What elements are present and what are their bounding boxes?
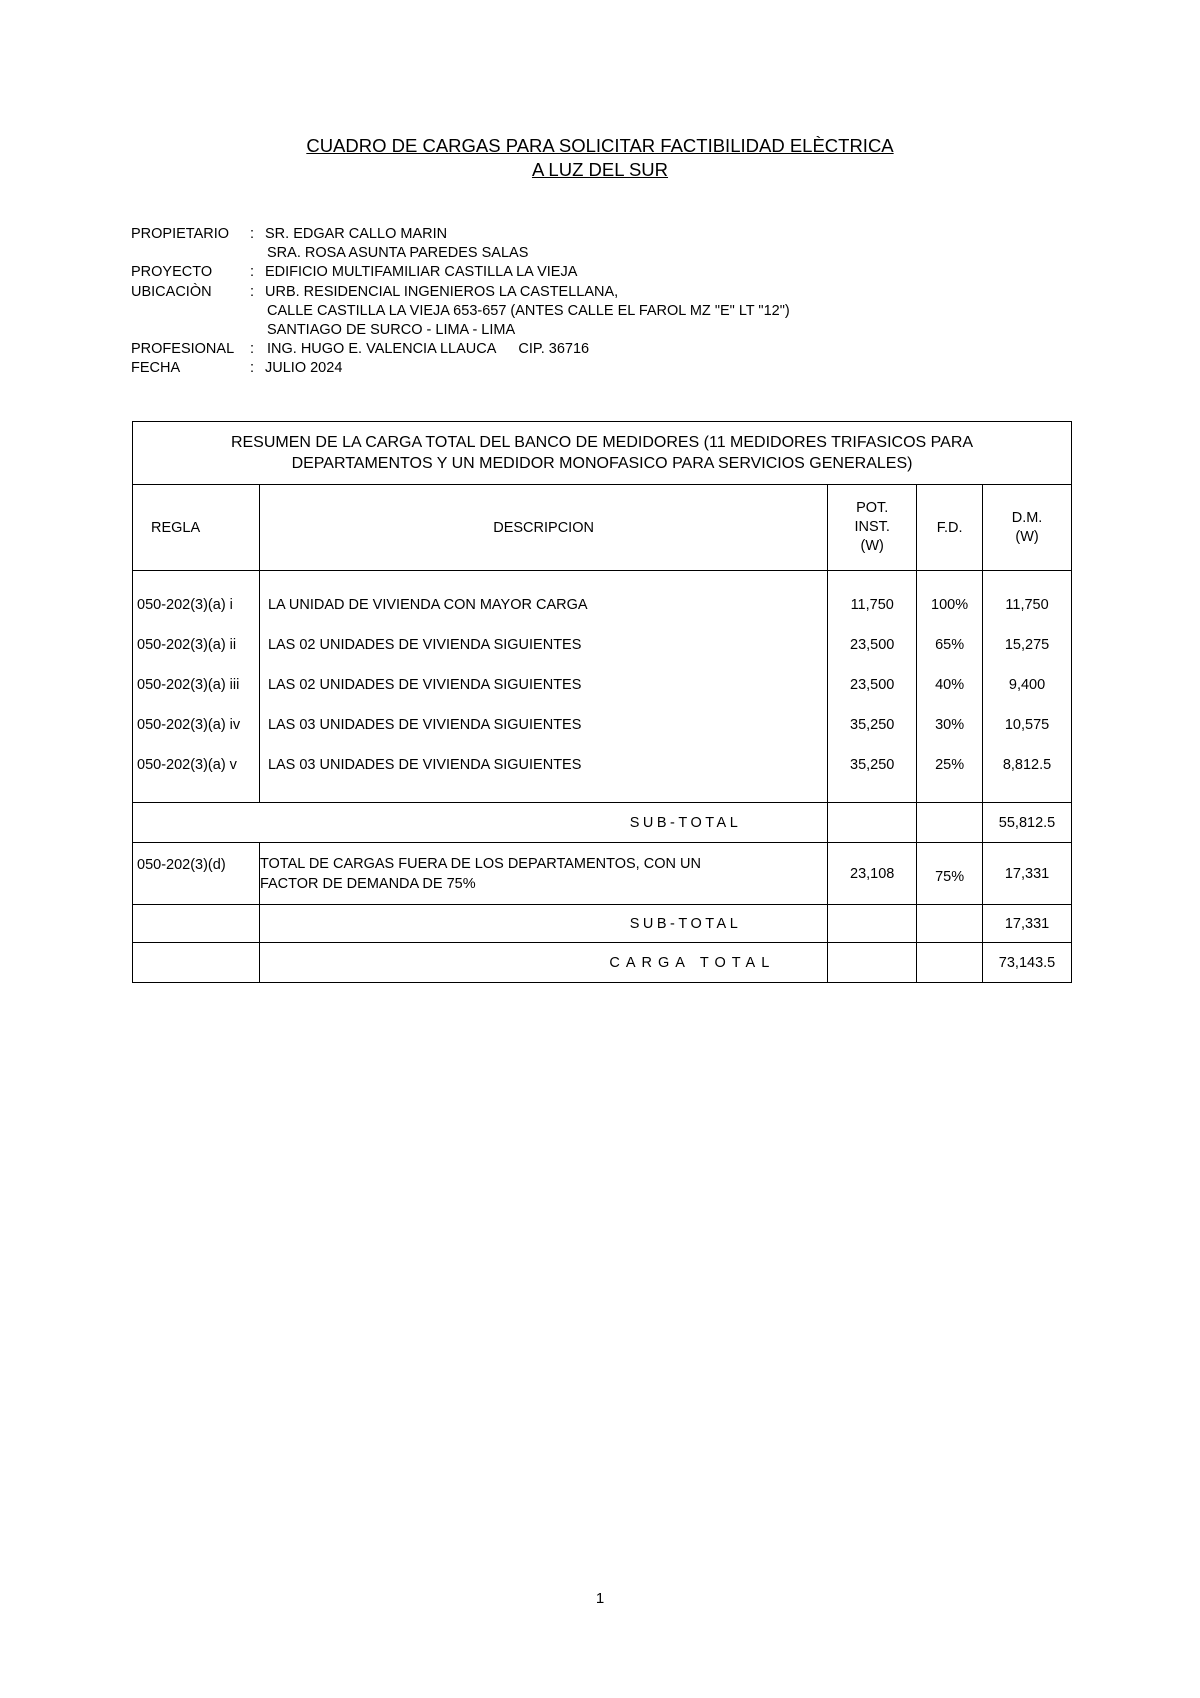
info-colon: : xyxy=(250,264,255,281)
column-header-pot xyxy=(828,485,917,571)
info-colon: : xyxy=(250,226,255,242)
regla-cell xyxy=(133,571,260,803)
ubicacion-value-2: CALLE CASTILLA LA VIEJA 653-657 (ANTES CALLE EL FAROL MZ "E" LT "12") xyxy=(267,302,790,319)
subtotal-label: SUB-TOTAL xyxy=(259,905,827,943)
pot-value: 23,500 xyxy=(850,637,895,653)
propietario-value-2: SRA. ROSA ASUNTA PAREDES SALAS xyxy=(267,245,529,262)
fecha-value: JULIO 2024 xyxy=(265,360,343,377)
total-label: CARGA TOTAL xyxy=(259,943,827,983)
subtotal-value-1: 55,812.5 xyxy=(983,803,1072,843)
column-header-dm xyxy=(983,485,1072,571)
propietario-label: PROPIETARIO xyxy=(131,226,230,242)
cip-number: CIP. 36716 xyxy=(518,341,590,358)
descripcion-line-1: TOTAL DE CARGAS FUERA DE LOS DEPARTAMENTOS, CON UN xyxy=(259,855,701,872)
pot-header-line-3: (W) xyxy=(860,538,884,554)
subtotal-label: SUB-TOTAL xyxy=(133,803,828,843)
fecha-label: FECHA xyxy=(131,360,181,377)
subtotal-value-2: 17,331 xyxy=(983,905,1072,943)
subtotal-row-1 xyxy=(133,803,1072,843)
dm-value: 9,400 xyxy=(1008,677,1046,693)
table-heading xyxy=(133,422,1072,485)
table-heading-row xyxy=(133,422,1072,485)
info-colon: : xyxy=(250,283,255,300)
document-subtitle: A LUZ DEL SUR xyxy=(531,159,669,180)
ubicacion-label: UBICACIÒN xyxy=(131,283,212,300)
fd-cell xyxy=(917,571,983,803)
document-title: CUADRO DE CARGAS PARA SOLICITAR FACTIBILIDAD ELÈCTRICA xyxy=(306,135,894,156)
fd-value: 100% xyxy=(931,597,969,613)
fd-value: 30% xyxy=(935,717,965,733)
total-row xyxy=(133,943,1072,983)
descripcion-value xyxy=(259,843,827,905)
proyecto-label: PROYECTO xyxy=(131,264,213,281)
dm-cell xyxy=(983,571,1072,803)
dm-value: 17,331 xyxy=(983,843,1072,905)
pot-value: 23,500 xyxy=(850,677,895,693)
fd-value: 25% xyxy=(935,757,965,773)
pot-value: 35,250 xyxy=(850,757,895,773)
dm-value: 15,275 xyxy=(1004,637,1050,653)
column-header-descripcion: DESCRIPCION xyxy=(259,485,827,571)
empty-cell xyxy=(917,943,983,983)
dm-header-line-2: (W) xyxy=(1015,528,1039,545)
page-number: 1 xyxy=(595,1590,605,1607)
dm-value: 10,575 xyxy=(1004,717,1050,733)
dwelling-rows xyxy=(133,571,1072,803)
table-heading-line-2: DEPARTAMENTOS Y UN MEDIDOR MONOFASICO PARA SERVICIOS GENERALES) xyxy=(291,455,913,472)
common-loads-row xyxy=(133,843,1072,905)
descripcion-value: LAS 02 UNIDADES DE VIVIENDA SIGUIENTES xyxy=(267,677,582,693)
dm-value: 8,812.5 xyxy=(1002,757,1052,773)
dm-value: 11,750 xyxy=(1005,597,1049,613)
pot-value: 11,750 xyxy=(850,597,894,613)
proyecto-value: EDIFICIO MULTIFAMILIAR CASTILLA LA VIEJA xyxy=(265,264,578,281)
empty-cell xyxy=(828,905,917,943)
column-header-fd: F.D. xyxy=(917,485,983,571)
table-heading-line-1: RESUMEN DE LA CARGA TOTAL DEL BANCO DE MEDIDORES (11 MEDIDORES TRIFASICOS PARA xyxy=(230,434,974,451)
subtotal-row-2 xyxy=(133,905,1072,943)
ubicacion-value: URB. RESIDENCIAL INGENIEROS LA CASTELLANA, xyxy=(265,283,619,300)
regla-value: 050-202(3)(d) xyxy=(133,843,260,905)
load-summary-table xyxy=(132,421,1072,983)
empty-cell xyxy=(917,803,983,843)
profesional-label: PROFESIONAL xyxy=(131,341,235,358)
column-header-row xyxy=(133,485,1072,571)
descripcion-value: LAS 03 UNIDADES DE VIVIENDA SIGUIENTES xyxy=(267,717,582,733)
info-colon: : xyxy=(250,360,255,377)
regla-value: 050-202(3)(a) ii xyxy=(137,637,237,653)
regla-value: 050-202(3)(a) v xyxy=(137,757,237,773)
regla-value: 050-202(3)(a) iii xyxy=(137,677,240,693)
info-colon: : xyxy=(250,341,255,358)
empty-cell xyxy=(828,803,917,843)
empty-cell xyxy=(917,905,983,943)
regla-value: 050-202(3)(a) i xyxy=(137,597,233,613)
total-value: 73,143.5 xyxy=(983,943,1072,983)
descripcion-value: LA UNIDAD DE VIVIENDA CON MAYOR CARGA xyxy=(267,597,588,613)
pot-value: 23,108 xyxy=(828,843,917,905)
empty-cell xyxy=(133,943,260,983)
fd-value: 65% xyxy=(935,637,965,653)
pot-value: 35,250 xyxy=(850,717,895,733)
empty-cell xyxy=(828,943,917,983)
propietario-value: SR. EDGAR CALLO MARIN xyxy=(265,226,448,242)
empty-cell xyxy=(133,905,260,943)
descripcion-value: LAS 03 UNIDADES DE VIVIENDA SIGUIENTES xyxy=(267,757,582,773)
dm-header-line-1: D.M. xyxy=(1011,509,1043,526)
descripcion-cell xyxy=(259,571,827,803)
pot-header-line-1: POT. xyxy=(856,500,889,516)
profesional-value xyxy=(267,340,589,359)
descripcion-value: LAS 02 UNIDADES DE VIVIENDA SIGUIENTES xyxy=(267,637,582,653)
fd-value: 75% xyxy=(917,843,983,905)
pot-header-line-2: INST. xyxy=(854,519,890,535)
ubicacion-value-3: SANTIAGO DE SURCO - LIMA - LIMA xyxy=(267,321,516,338)
profesional-name: ING. HUGO E. VALENCIA LLAUCA xyxy=(267,341,497,358)
regla-value: 050-202(3)(a) iv xyxy=(137,717,241,733)
column-header-regla: REGLA xyxy=(133,485,260,571)
fd-value: 40% xyxy=(935,677,965,693)
pot-cell xyxy=(828,571,917,803)
descripcion-line-2: FACTOR DE DEMANDA DE 75% xyxy=(259,875,476,892)
